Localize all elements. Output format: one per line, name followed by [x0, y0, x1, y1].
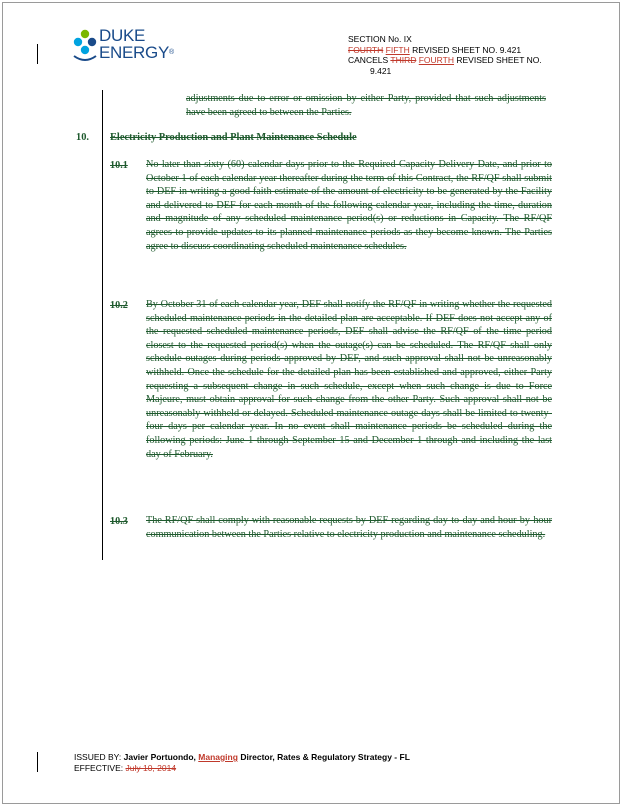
- cancels-label: CANCELS: [348, 55, 389, 65]
- paragraph-fragment: adjustments due to error or omission by either Party, provided that such adjustments have been agreed to between the Parties.: [186, 93, 546, 118]
- deleted-cancel-revision: THIRD: [390, 55, 417, 65]
- logo-word-energy: ENERGY: [99, 43, 169, 62]
- logo-wordmark: [99, 27, 174, 61]
- revision-bar-footer: [37, 752, 38, 772]
- revised-sheet-label: REVISED SHEET NO. 9.421: [412, 44, 522, 55]
- issuer-name: Javier Portuondo,: [123, 752, 196, 762]
- logo-registered: ®: [169, 49, 174, 56]
- inserted-revision: FIFTH: [385, 44, 410, 55]
- issued-by-label: ISSUED BY:: [74, 752, 122, 762]
- inserted-cancel-revision: FOURTH: [418, 55, 454, 65]
- inserted-title-word: Managing: [198, 752, 238, 762]
- footer: [74, 752, 410, 773]
- revision-bar-header: [37, 44, 38, 64]
- logo-word-duke: DUKE: [99, 26, 146, 45]
- section-heading: [76, 132, 357, 143]
- section-label: SECTION No. IX: [348, 34, 412, 44]
- subsection-number: 10.2: [110, 300, 128, 311]
- logo-mark-icon: [74, 30, 96, 60]
- deleted-revision: FOURTH: [348, 44, 384, 55]
- subsection-text: The RF/QF shall comply with reasonable requests by DEF regarding day-to-day and hour-by-hour communication between the Parties relative to electricity production and maintenance scheduling.: [146, 515, 552, 540]
- cancels-sheet-label: REVISED SHEET NO.: [456, 55, 542, 65]
- subsection-text: No later than sixty (60) calendar days prior to the Required Capacity Delivery Date, and prior to October 1 of each calendar year thereafter during the term of this Contract, the RF/QF shall submit to DEF in writing a good faith estimate of the amount of electricity to be generated by the Facility and delivered to DEF for each month of the following calendar year, including the time, duration and magnitude of any scheduled maintenance period(s) or reductions in Capacity. The RF/QF agrees to provide updates to its planned maintenance periods as they become known. The Parties agree to discuss coordinating scheduled maintenance schedules.: [146, 159, 552, 252]
- effective-label: EFFECTIVE:: [74, 762, 124, 773]
- sheet-number: 9.421: [370, 65, 392, 76]
- subsection-text: By October 31 of each calendar year, DEF shall notify the RF/QF in writing whether the requested scheduled maintenance periods in the detailed plan are acceptable. If DEF does not accept any of the requested scheduled maintenance periods, DEF shall advise the RF/QF of the time period closest to the requested period(s) when the outage(s) can be scheduled. The RF/QF shall only schedule outages during periods approved by DEF, and such approval shall not be unreasonably withheld. Once the schedule for the detailed plan has been established and approved, either Party requesting a subsequent change in such schedule, except when such change is due to Force Majeure, must obtain approval for such change from the other Party. Such approval shall not be unreasonably withheld or delayed. Scheduled maintenance outage days shall be limited to twenty-four days per calendar year. In no event shall maintenance periods be scheduled during the following periods: June 1 through September 15 and December 1 through and including the last day of February.: [146, 299, 552, 460]
- deleted-effective-date: July 10, 2014: [125, 762, 177, 773]
- issuer-title: Director, Rates & Regulatory Strategy - FL: [240, 752, 410, 762]
- revision-bar-body: [102, 90, 103, 560]
- section-title: Electricity Production and Plant Maintenance Schedule: [110, 132, 357, 143]
- subsection-number: 10.3: [110, 516, 128, 527]
- subsection-number: 10.1: [110, 160, 128, 171]
- revision-header: [348, 34, 578, 76]
- section-number: 10.: [76, 132, 89, 143]
